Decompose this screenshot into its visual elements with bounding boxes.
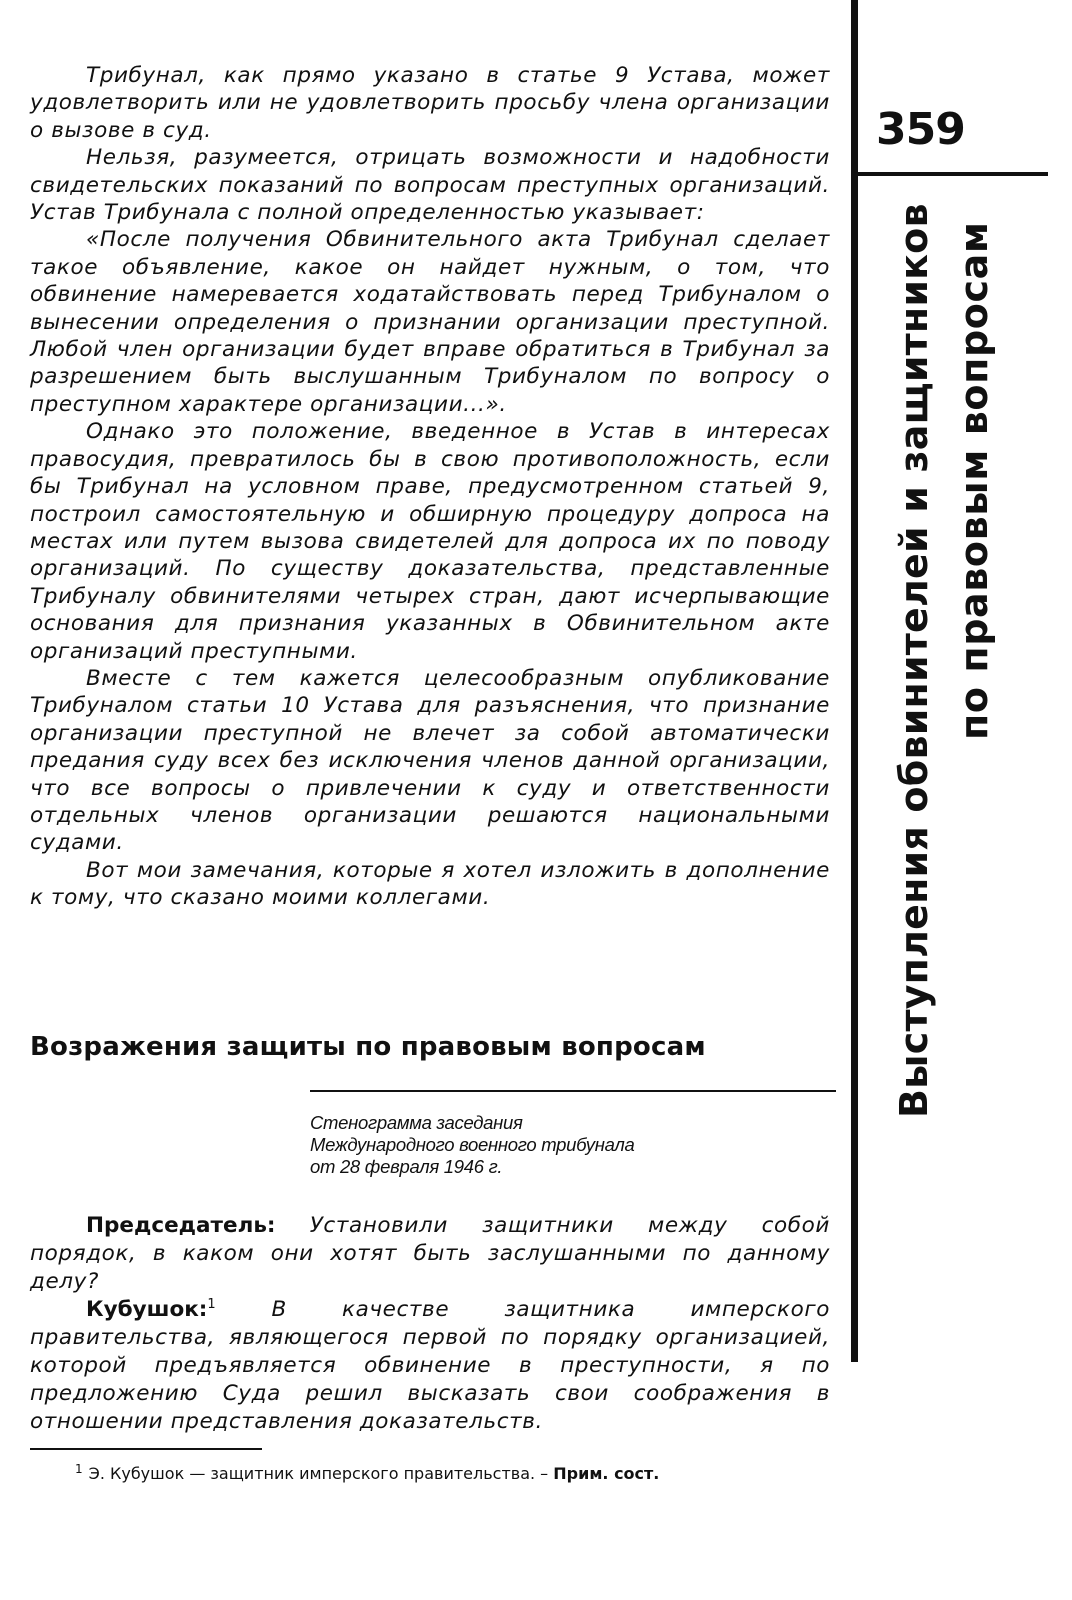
speaker-name: Председатель: — [86, 1213, 276, 1238]
footnote-text: Э. Кубушок — защитник имперского правительства. – — [88, 1464, 549, 1483]
running-title-line1: Выступления обвинителей и защитников — [892, 203, 936, 1118]
paragraph: Вместе с тем кажется целесообразным опубликование Трибуналом статьи 10 Устава для разъяснения, что признание организации преступной не влечет за собой автоматически предания суду всех без исключения членов данной организации, что все вопросы о привлечении к суду и ответственности отдельных членов организации решаются национальными судами. — [30, 665, 830, 856]
speech-text: В качестве защитника имперского правительства, являющегося первой по порядку организацией, которой предъявляется обвинение в преступности, я по предложению Суда решил высказать свои соображения в отношении представления доказательств. — [30, 1297, 830, 1434]
dialogue — [30, 1212, 830, 1436]
dialogue-entry — [30, 1212, 830, 1296]
margin-vertical-rule — [851, 0, 858, 1362]
running-title-line2: по правовым вопросам — [952, 221, 996, 740]
footnote-marker: 1 — [75, 1461, 83, 1476]
quoted-paragraph: «После получения Обвинительного акта Трибунал сделает такое объявление, какое он найдет нужным, о том, что обвинение намеревается ходатайствовать перед Трибуналом о вынесении определения о признании организации преступной. Любой член организации будет вправе обратиться в Трибунал за разрешением быть выслушанным Трибуналом по вопросу о преступном характере организации...». — [30, 227, 830, 417]
paragraph: Вот мои замечания, которые я хотел изложить в дополнение к тому, что сказано моими коллегами. — [30, 857, 830, 911]
page-number: 359 — [876, 104, 965, 155]
source-line: от 28 февраля 1946 г. — [310, 1156, 503, 1177]
speech-text: Установили защитники между собой порядок, в каком они хотят быть заслушанными по данному делу? — [30, 1213, 830, 1294]
section-heading: Возражения защиты по правовым вопросам — [30, 1032, 706, 1062]
paragraph: Трибунал, как прямо указано в статье 9 Устава, может удовлетворить или не удовлетворить просьбу члена организации о вызове в суд. — [30, 63, 830, 143]
footnote — [75, 1463, 835, 1485]
dialogue-entry — [30, 1296, 830, 1436]
speaker-name: Кубушок: — [86, 1297, 208, 1322]
paragraph: Однако это положение, введенное в Устав в интересах правосудия, превратилось бы в свою противоположность, если бы Трибунал на условном праве, предусмотренном статьей 9, построил самостоятельную и обширную процедуру допроса на местах или путем вызова свидетелей для допроса их по поводу организаций. По существу доказательства, представленные Трибуналу обвинителями четырех стран, дают исчерпывающие основания для признания указанных в Обвинительном акте организаций преступными. — [30, 419, 830, 664]
transcript-source-note — [310, 1112, 790, 1178]
footnote-rule — [30, 1448, 262, 1450]
source-line: Стенограмма заседания — [310, 1112, 523, 1133]
paragraph: Нельзя, разумеется, отрицать возможности и надобности свидетельских показаний по вопросам преступных организаций. Устав Трибунала с полной определенностью указывает: — [30, 145, 830, 226]
footnote-reference[interactable]: 1 — [207, 1296, 217, 1312]
page-number-rule — [858, 172, 1048, 176]
source-line: Международного военного трибунала — [310, 1134, 635, 1155]
footnote-compiler-note: Прим. сост. — [553, 1464, 660, 1483]
main-text-column — [30, 62, 830, 912]
heading-rule — [310, 1090, 836, 1092]
